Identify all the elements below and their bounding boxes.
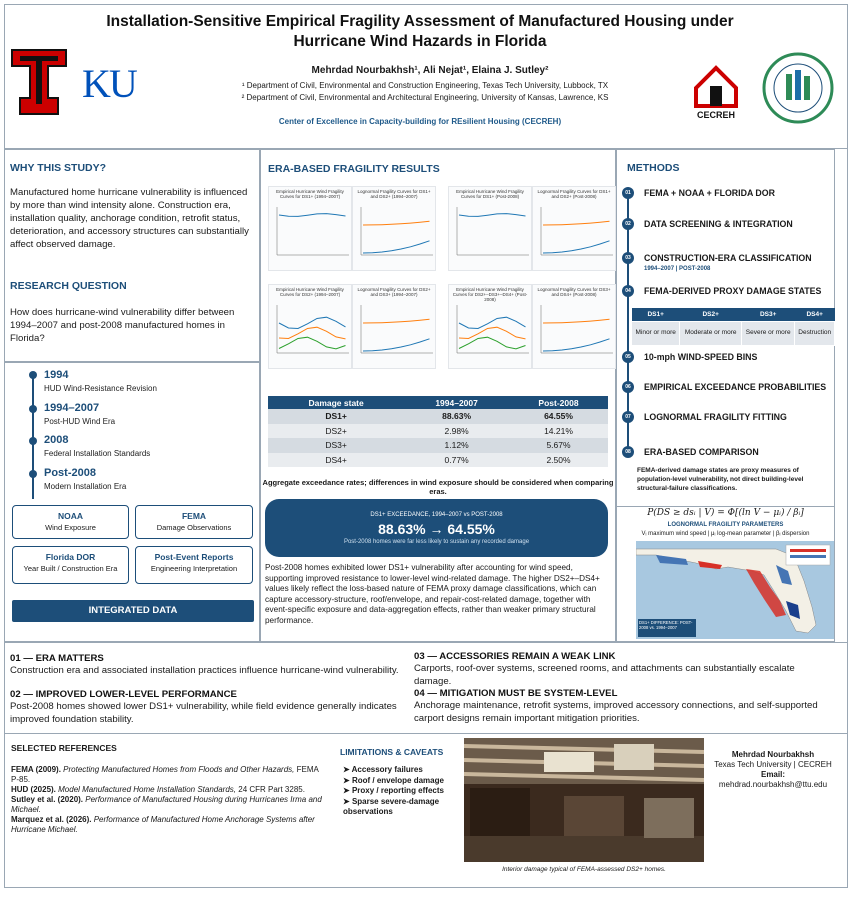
- results-heading: ERA-BASED FRAGILITY RESULTS: [268, 163, 440, 175]
- finding-text: Post-2008 homes showed lower DS1+ vulnerability, while field evidence generally indicates improved foundation stability.: [10, 701, 397, 725]
- ref-author: Sutley et al. (2020).: [11, 795, 84, 804]
- center-name: Center of Excellence in Capacity-building for REsilient Housing (CECREH): [278, 117, 562, 126]
- timeline-year: 2008: [44, 434, 69, 446]
- fragility-chart: [532, 186, 616, 271]
- limits-heading: LIMITATIONS & CAVEATS: [340, 747, 444, 757]
- check-icon: ➤: [343, 775, 352, 785]
- fragility-chart: [268, 284, 352, 369]
- refs-heading: SELECTED REFERENCES: [11, 743, 117, 753]
- finding-heading: 04 — MITIGATION MUST BE SYSTEM-LEVEL: [414, 688, 618, 699]
- ref-title: Performance of Manufactured Housing during Hurricanes Irma and Michael.: [11, 795, 322, 814]
- source-box-noaa: [12, 505, 129, 539]
- chart-series-line: [459, 214, 526, 217]
- rq-heading: RESEARCH QUESTION: [10, 280, 127, 292]
- chart-series-line: [543, 221, 610, 225]
- integrated-data-banner: INTEGRATED DATA: [12, 600, 254, 622]
- cecreh-logo: [692, 62, 740, 120]
- exceedance-table: [268, 396, 608, 467]
- ds-cell: Severe or more: [741, 321, 794, 345]
- chart-plot: [271, 303, 351, 363]
- timeline-label: Federal Installation Standards: [44, 449, 151, 458]
- chart-series-line: [279, 337, 346, 349]
- step-label: CONSTRUCTION-ERA CLASSIFICATION: [644, 253, 812, 263]
- timeline-dot: [29, 437, 37, 445]
- chart-plot: [451, 303, 531, 363]
- affiliations: [190, 80, 660, 104]
- timeline-year: 1994: [44, 369, 69, 381]
- table-cell: DS1+: [268, 409, 404, 424]
- hero-sub: Post-2008 homes were far less likely to sustain any recorded damage: [343, 539, 530, 545]
- table-cell: DS3+: [268, 438, 404, 453]
- contact-name: Mehrdad Nourbakhsh: [731, 750, 815, 759]
- reference-item: [11, 815, 326, 835]
- chart-title: Lognormal Fragility Curves for DS1+ and DS2+ (Post-2008): [537, 189, 611, 199]
- chart-series-line: [459, 317, 526, 328]
- ref-title: Protecting Manufactured Homes from Floods and Other Hazards,: [60, 765, 295, 774]
- table-row: [268, 409, 608, 424]
- fragility-chart: [268, 186, 352, 271]
- step-label: FEMA + NOAA + FLORIDA DOR: [644, 188, 775, 198]
- table-header: Post-2008: [509, 396, 608, 409]
- chart-plot: [451, 205, 531, 265]
- source-sub: Year Built / Construction Era: [23, 564, 118, 573]
- chart-series-line: [363, 319, 430, 323]
- finding-text: Construction era and associated installation practices influence hurricane-wind vulnerability.: [10, 665, 399, 676]
- chart-plot: [355, 303, 435, 363]
- florida-map: [636, 541, 834, 639]
- chart-series-line: [363, 221, 430, 225]
- photo-caption: Interior damage typical of FEMA-assessed DS2+ homes.: [502, 866, 666, 873]
- limit-item: [343, 765, 463, 776]
- step-number: 06: [622, 381, 634, 393]
- source-sub: Engineering Interpretation: [150, 564, 238, 573]
- ds-header-row: [632, 308, 835, 321]
- timeline-year: Post-2008: [44, 467, 96, 479]
- timeline-label: Modern Installation Era: [44, 482, 127, 491]
- ds-row: [632, 321, 835, 345]
- step-number: 07: [622, 411, 634, 423]
- hero-stat-card: [265, 499, 608, 557]
- finding-heading: 02 — IMPROVED LOWER-LEVEL PERFORMANCE: [10, 689, 237, 700]
- fragility-formula: P(DS ≥ dsᵢ | V) = Φ[(ln V − μᵢ) / βᵢ]: [647, 508, 804, 518]
- step-label: ERA-BASED COMPARISON: [644, 447, 759, 457]
- reference-list: [11, 765, 326, 835]
- map-label: DS1+ DIFFERENCE: POST-2008 vs. 1994–2007: [639, 620, 693, 630]
- limit-text: Sparse severe-damage observations: [343, 796, 440, 816]
- limit-item: [343, 776, 463, 787]
- finding-1: [10, 653, 400, 677]
- step-number: 08: [622, 446, 634, 458]
- chart-series-line: [363, 339, 430, 351]
- ds-header: DS4+: [795, 308, 835, 321]
- step-label: FEMA-DERIVED PROXY DAMAGE STATES: [644, 286, 822, 296]
- step-label: LOGNORMAL FRAGILITY FITTING: [644, 412, 787, 422]
- source-title: NOAA: [57, 511, 84, 521]
- source-box-dor: [12, 546, 129, 584]
- chart-series-line: [543, 339, 610, 351]
- table-header: Damage state: [268, 396, 404, 409]
- ds-header: DS2+: [680, 308, 742, 321]
- chart-title: Lognormal Fragility Curves for DS2+ and DS3+ (1994–2007): [357, 287, 431, 297]
- table-note: Aggregate exceedance rates; differences in wind exposure should be considered when comparing eras.: [262, 478, 614, 496]
- results-text: Post-2008 homes exhibited lower DS1+ vulnerability after accounting for wind speed, supporting improved resistance to lower-level wind-related damage. The higher DS2+–DS4+ values likely reflect the loss-based nature of FEMA proxy damage classifications, which can capture accessory-structure, roof/envelope, and repair-cost-related damage, together with event-specific exposure and data-aggregation effects, rather than weaker primary structural performance.: [265, 563, 600, 625]
- texas-tech-logo: [10, 48, 68, 116]
- chart-series-line: [543, 319, 610, 323]
- chart-title: Empirical Hurricane Wind Fragility Curves for DS2+ (1994–2007): [276, 287, 344, 297]
- chart-title: Lognormal Fragility Curves for DS3+ and DS4+ (Post-2008): [537, 287, 611, 297]
- table-cell: 88.63%: [404, 409, 509, 424]
- reference-item: [11, 765, 326, 785]
- step-number: 01: [622, 187, 634, 199]
- ref-author: HUD (2025).: [11, 785, 56, 794]
- limit-text: Roof / envelope damage: [351, 775, 444, 785]
- timeline-label: Post-HUD Wind Era: [44, 417, 116, 426]
- ds-header: DS1+: [632, 308, 680, 321]
- table-cell: DS4+: [268, 453, 404, 468]
- formula-params: Vᵢ maximum wind speed | μᵢ log-mean parameter | βᵢ dispersion: [641, 531, 810, 537]
- ref-source: 24 CFR Part 3285.: [236, 785, 305, 794]
- chart-title: Lognormal Fragility Curves for DS1+ and DS2+ (1994–2007): [357, 189, 431, 199]
- fragility-chart: [532, 284, 616, 369]
- methods-heading: METHODS: [627, 162, 680, 174]
- finding-4: [414, 688, 834, 725]
- affiliation-2: ² Department of Civil, Environmental and Architectural Engineering, University of Kansas, Lawrence, KS: [241, 93, 609, 102]
- table-cell: 2.50%: [509, 453, 608, 468]
- ref-author: Marquez et al. (2026).: [11, 815, 92, 824]
- chart-plot: [535, 303, 615, 363]
- ref-title: Performance of Manufactured Home Anchorage Systems after Hurricane Michael.: [11, 815, 315, 834]
- timeline-dot: [29, 470, 37, 478]
- step-number: 02: [622, 218, 634, 230]
- chart-title: Empirical Hurricane Wind Fragility Curves for DS1+ (1994–2007): [276, 189, 344, 199]
- step-number: 04: [622, 285, 634, 297]
- ds-cell: Destruction: [795, 321, 835, 345]
- limit-item: [343, 797, 463, 818]
- table-cell: 1.12%: [404, 438, 509, 453]
- table-cell: 2.98%: [404, 424, 509, 439]
- step-label: EMPIRICAL EXCEEDANCE PROBABILITIES: [644, 382, 827, 392]
- limit-item: [343, 786, 463, 797]
- contact-org: Texas Tech University | CECREH: [714, 760, 832, 769]
- table-header-row: [268, 396, 608, 409]
- table-row: [268, 453, 608, 468]
- limit-text: Proxy / reporting effects: [351, 786, 444, 795]
- table-cell: DS2+: [268, 424, 404, 439]
- contact-email-label: Email:: [760, 770, 785, 779]
- chart-series-line: [279, 214, 346, 217]
- step-sub: 1994–2007 | POST-2008: [644, 266, 711, 272]
- chart-plot: [535, 205, 615, 265]
- step-number: 03: [622, 252, 634, 264]
- formula-label: LOGNORMAL FRAGILITY PARAMETERS: [667, 522, 784, 528]
- ref-source: FEMA P-85.: [11, 765, 319, 784]
- contact-block: [705, 750, 841, 790]
- table-row: [268, 438, 608, 453]
- chart-series-line: [459, 327, 526, 339]
- source-title: FEMA: [181, 511, 207, 521]
- finding-heading: 01 — ERA MATTERS: [10, 653, 104, 664]
- table-cell: 0.77%: [404, 453, 509, 468]
- timeline-year: 1994–2007: [44, 402, 100, 414]
- chart-series-line: [543, 241, 610, 253]
- table-cell: 14.21%: [509, 424, 608, 439]
- reference-item: [11, 795, 326, 815]
- why-heading: WHY THIS STUDY?: [10, 162, 107, 174]
- fragility-chart: [448, 186, 532, 271]
- why-text: Manufactured home hurricane vulnerability is influenced by more than wind intensity alone. Construction era, installation quality, anchorage condition, retrofit status, deterioration, and accessory structures can substantially affect observed damage.: [10, 187, 249, 250]
- chart-plot: [271, 205, 351, 265]
- methods-note: FEMA-derived damage states are proxy measures of population-level vulnerability, not direct building-level structural-failure classifications.: [637, 467, 804, 492]
- chart-series-line: [459, 337, 526, 349]
- contact-email[interactable]: mehdrad.nourbakhsh@ttu.edu: [718, 780, 828, 789]
- rq-text: How does hurricane-wind vulnerability differ between 1994–2007 and post-2008 manufactured homes in Florida?: [10, 307, 235, 344]
- timeline-dot: [29, 371, 37, 379]
- step-label: DATA SCREENING & INTEGRATION: [644, 219, 793, 229]
- timeline-dot: [29, 405, 37, 413]
- timeline-label: HUD Wind-Resistance Revision: [44, 384, 157, 393]
- ds-cell: Moderate or more: [680, 321, 742, 345]
- chart-plot: [355, 205, 435, 265]
- check-icon: ➤: [343, 796, 352, 806]
- table-row: [268, 424, 608, 439]
- ds-header: DS3+: [741, 308, 794, 321]
- limit-text: Accessory failures: [351, 765, 423, 774]
- cecreh-label: CECREH: [696, 110, 736, 120]
- finding-heading: 03 — ACCESSORIES REMAIN A WEAK LINK: [414, 651, 616, 662]
- table-header: 1994–2007: [404, 396, 509, 409]
- hero-value: 88.63% → 64.55%: [378, 521, 495, 537]
- source-box-fema: [135, 505, 253, 539]
- source-box-reports: [135, 546, 253, 584]
- poster-title: Installation-Sensitive Empirical Fragility Assessment of Manufactured Housing under Hurricane Wind Hazards in Florida: [106, 13, 734, 50]
- chart-series-line: [279, 327, 346, 339]
- chart-series-line: [363, 241, 430, 253]
- step-number: 05: [622, 351, 634, 363]
- ref-author: FEMA (2009).: [11, 765, 61, 774]
- limits-list: [343, 765, 463, 818]
- damage-photo: [464, 738, 704, 862]
- hud-seal: [762, 52, 834, 124]
- source-sub: Wind Exposure: [45, 523, 96, 532]
- finding-text: Carports, roof-over systems, screened rooms, and attachments can substantially escalate damage.: [414, 663, 795, 687]
- finding-text: Anchorage maintenance, retrofit systems, improved accessory connections, and self-supported carport designs remain important mitigation priorities.: [414, 700, 818, 724]
- chart-series-line: [279, 317, 346, 328]
- check-icon: ➤: [343, 765, 352, 774]
- finding-3: [414, 651, 834, 688]
- source-title: Post-Event Reports: [154, 552, 234, 562]
- ku-logo: KU: [82, 61, 136, 106]
- step-label: 10-mph WIND-SPEED BINS: [644, 352, 758, 362]
- check-icon: ➤: [343, 786, 352, 795]
- authors: Mehrdad Nourbakhsh¹, Ali Nejat¹, Elaina J. Sutley²: [311, 65, 549, 76]
- table-cell: 64.55%: [509, 409, 608, 424]
- fragility-chart: [352, 186, 436, 271]
- affiliation-1: ¹ Department of Civil, Environmental and Construction Engineering, Texas Tech University, Lubbock, TX: [241, 81, 609, 90]
- chart-title: Empirical Hurricane Wind Fragility Curves for DS1+ (Post-2008): [456, 189, 524, 199]
- fragility-chart: [352, 284, 436, 369]
- ds-cell: Minor or more: [632, 321, 680, 345]
- hero-label: DS1+ EXCEEDANCE, 1994–2007 vs POST-2008: [370, 512, 503, 518]
- source-sub: Damage Observations: [156, 523, 232, 532]
- table-cell: 5.67%: [509, 438, 608, 453]
- finding-2: [10, 689, 400, 726]
- fragility-chart: [448, 284, 532, 369]
- damage-state-table: [631, 308, 835, 346]
- chart-title: Empirical Hurricane Wind Fragility Curves for DS2+–DS3+–DS4+ (Post-2008): [452, 287, 528, 302]
- reference-item: [11, 785, 326, 795]
- source-title: Florida DOR: [45, 552, 96, 562]
- ref-title: Model Manufactured Home Installation Standards,: [55, 785, 237, 794]
